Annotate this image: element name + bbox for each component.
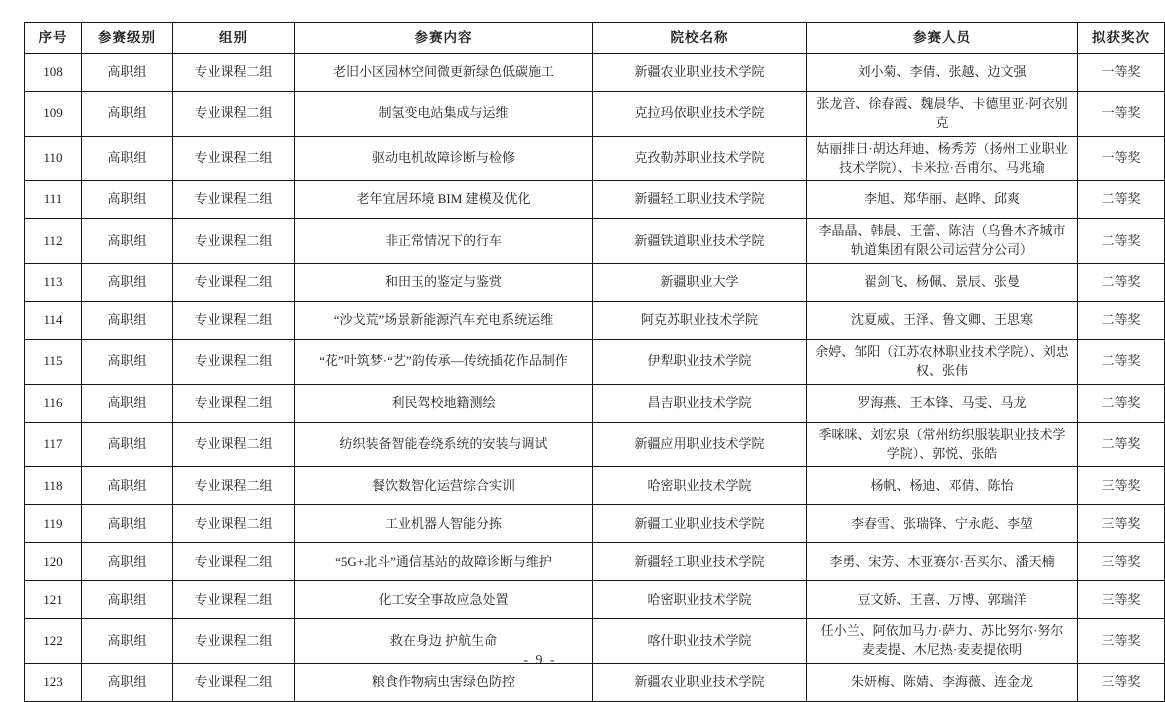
cell-no: 121 [25, 581, 82, 619]
cell-content: 化工安全事故应急处置 [295, 581, 593, 619]
cell-participants: 沈夏威、王泽、鲁文卿、王思寒 [807, 302, 1078, 340]
header-award: 拟获奖次 [1078, 23, 1165, 54]
cell-content: 和田玉的鉴定与鉴赏 [295, 264, 593, 302]
cell-content: 非正常情况下的行车 [295, 219, 593, 264]
cell-no: 112 [25, 219, 82, 264]
table-row [25, 664, 1165, 702]
cell-level: 高职组 [82, 422, 173, 467]
cell-no: 108 [25, 54, 82, 92]
cell-group: 专业课程二组 [173, 340, 295, 385]
cell-level: 高职组 [82, 543, 173, 581]
cell-participants: 朱妍梅、陈婧、李海薇、连金龙 [807, 664, 1078, 702]
cell-group: 专业课程二组 [173, 467, 295, 505]
cell-group: 专业课程二组 [173, 54, 295, 92]
cell-content: 粮食作物病虫害绿色防控 [295, 664, 593, 702]
cell-school: 新疆农业职业技术学院 [593, 664, 807, 702]
cell-participants: 罗海燕、王本锋、马雯、马龙 [807, 384, 1078, 422]
cell-no: 110 [25, 136, 82, 181]
cell-group: 专业课程二组 [173, 505, 295, 543]
table-row [25, 340, 1165, 385]
cell-award: 三等奖 [1078, 543, 1165, 581]
cell-no: 120 [25, 543, 82, 581]
cell-content: 利民驾校地籍测绘 [295, 384, 593, 422]
cell-participants: 李勇、宋芳、木亚赛尔·吾买尔、潘天楠 [807, 543, 1078, 581]
table-body [25, 54, 1165, 702]
cell-award: 一等奖 [1078, 92, 1165, 137]
header-no: 序号 [25, 23, 82, 54]
cell-level: 高职组 [82, 264, 173, 302]
cell-award: 一等奖 [1078, 136, 1165, 181]
cell-award: 一等奖 [1078, 54, 1165, 92]
cell-level: 高职组 [82, 54, 173, 92]
cell-no: 109 [25, 92, 82, 137]
table-row [25, 543, 1165, 581]
cell-level: 高职组 [82, 340, 173, 385]
cell-school: 昌吉职业技术学院 [593, 384, 807, 422]
cell-content: 老年宜居环境 BIM 建模及优化 [295, 181, 593, 219]
table-row [25, 422, 1165, 467]
table-row [25, 302, 1165, 340]
cell-award: 三等奖 [1078, 505, 1165, 543]
cell-content: 纺织装备智能卷绕系统的安装与调试 [295, 422, 593, 467]
cell-participants: 张龙音、徐春霞、魏晨华、卡德里亚·阿衣别克 [807, 92, 1078, 137]
cell-participants: 李晶晶、韩晨、王蕾、陈洁（乌鲁木齐城市轨道集团有限公司运营分公司） [807, 219, 1078, 264]
table-header [25, 23, 1165, 54]
cell-no: 116 [25, 384, 82, 422]
cell-content: “沙戈荒”场景新能源汽车充电系统运维 [295, 302, 593, 340]
cell-group: 专业课程二组 [173, 581, 295, 619]
cell-no: 114 [25, 302, 82, 340]
cell-group: 专业课程二组 [173, 543, 295, 581]
cell-participants: 翟剑飞、杨佩、景辰、张曼 [807, 264, 1078, 302]
cell-school: 新疆职业大学 [593, 264, 807, 302]
cell-participants: 刘小菊、李倩、张越、边文强 [807, 54, 1078, 92]
header-participants: 参赛人员 [807, 23, 1078, 54]
cell-level: 高职组 [82, 619, 173, 664]
cell-school: 哈密职业技术学院 [593, 581, 807, 619]
cell-participants: 豆文娇、王喜、万博、郭瑞洋 [807, 581, 1078, 619]
cell-no: 115 [25, 340, 82, 385]
table-row [25, 384, 1165, 422]
cell-award: 二等奖 [1078, 302, 1165, 340]
table-row [25, 219, 1165, 264]
cell-level: 高职组 [82, 581, 173, 619]
cell-group: 专业课程二组 [173, 422, 295, 467]
cell-award: 二等奖 [1078, 340, 1165, 385]
header-school: 院校名称 [593, 23, 807, 54]
cell-no: 113 [25, 264, 82, 302]
cell-school: 新疆农业职业技术学院 [593, 54, 807, 92]
cell-school: 新疆工业职业技术学院 [593, 505, 807, 543]
table-row [25, 264, 1165, 302]
cell-participants: 姑丽排日·胡达拜迪、杨秀芳（扬州工业职业技术学院）、卡米拉·吾甫尔、马兆瑜 [807, 136, 1078, 181]
table-header-row [25, 23, 1165, 54]
cell-level: 高职组 [82, 92, 173, 137]
cell-award: 三等奖 [1078, 581, 1165, 619]
cell-content: 救在身边 护航生命 [295, 619, 593, 664]
cell-award: 三等奖 [1078, 664, 1165, 702]
cell-level: 高职组 [82, 181, 173, 219]
cell-group: 专业课程二组 [173, 136, 295, 181]
cell-no: 117 [25, 422, 82, 467]
cell-content: 餐饮数智化运营综合实训 [295, 467, 593, 505]
cell-school: 阿克苏职业技术学院 [593, 302, 807, 340]
cell-content: 制氢变电站集成与运维 [295, 92, 593, 137]
cell-school: 喀什职业技术学院 [593, 619, 807, 664]
cell-group: 专业课程二组 [173, 219, 295, 264]
cell-participants: 余婷、邹阳（江苏农林职业技术学院）、刘忠权、张伟 [807, 340, 1078, 385]
table-row [25, 181, 1165, 219]
table-row [25, 54, 1165, 92]
cell-content: “5G+北斗”通信基站的故障诊断与维护 [295, 543, 593, 581]
cell-level: 高职组 [82, 467, 173, 505]
cell-group: 专业课程二组 [173, 92, 295, 137]
cell-school: 新疆轻工职业技术学院 [593, 181, 807, 219]
cell-school: 新疆轻工职业技术学院 [593, 543, 807, 581]
cell-school: 伊犁职业技术学院 [593, 340, 807, 385]
cell-group: 专业课程二组 [173, 181, 295, 219]
cell-participants: 任小兰、阿依加马力·萨力、苏比努尔·努尔麦麦提、木尼热·麦麦提依明 [807, 619, 1078, 664]
cell-no: 122 [25, 619, 82, 664]
cell-school: 克拉玛依职业技术学院 [593, 92, 807, 137]
cell-content: 驱动电机故障诊断与检修 [295, 136, 593, 181]
cell-award: 二等奖 [1078, 422, 1165, 467]
cell-award: 二等奖 [1078, 181, 1165, 219]
cell-award: 二等奖 [1078, 264, 1165, 302]
table-row [25, 505, 1165, 543]
table-row [25, 581, 1165, 619]
cell-group: 专业课程二组 [173, 302, 295, 340]
cell-participants: 李春雪、张瑞锋、宁永彪、李堃 [807, 505, 1078, 543]
cell-group: 专业课程二组 [173, 264, 295, 302]
cell-level: 高职组 [82, 664, 173, 702]
cell-content: “花”叶筑梦·“艺”韵传承—传统插花作品制作 [295, 340, 593, 385]
header-content: 参赛内容 [295, 23, 593, 54]
header-group: 组别 [173, 23, 295, 54]
table-row [25, 467, 1165, 505]
header-level: 参赛级别 [82, 23, 173, 54]
cell-no: 118 [25, 467, 82, 505]
cell-award: 三等奖 [1078, 467, 1165, 505]
table-row [25, 136, 1165, 181]
cell-school: 克孜勒苏职业技术学院 [593, 136, 807, 181]
cell-content: 老旧小区园林空间微更新绿色低碳施工 [295, 54, 593, 92]
cell-school: 新疆应用职业技术学院 [593, 422, 807, 467]
cell-level: 高职组 [82, 302, 173, 340]
award-results-table [24, 22, 1165, 702]
cell-award: 二等奖 [1078, 384, 1165, 422]
cell-award: 三等奖 [1078, 619, 1165, 664]
cell-participants: 季咪咪、刘宏泉（常州纺织服装职业技术学学院）、郭悦、张皓 [807, 422, 1078, 467]
cell-no: 119 [25, 505, 82, 543]
cell-no: 123 [25, 664, 82, 702]
cell-group: 专业课程二组 [173, 384, 295, 422]
cell-content: 工业机器人智能分拣 [295, 505, 593, 543]
table-row [25, 92, 1165, 137]
cell-level: 高职组 [82, 219, 173, 264]
cell-level: 高职组 [82, 505, 173, 543]
cell-award: 二等奖 [1078, 219, 1165, 264]
page-number: - 9 - [523, 653, 557, 668]
cell-group: 专业课程二组 [173, 664, 295, 702]
cell-group: 专业课程二组 [173, 619, 295, 664]
cell-participants: 李旭、郑华丽、赵晔、邱爽 [807, 181, 1078, 219]
cell-level: 高职组 [82, 136, 173, 181]
cell-school: 哈密职业技术学院 [593, 467, 807, 505]
cell-school: 新疆铁道职业技术学院 [593, 219, 807, 264]
cell-participants: 杨帆、杨迪、邓倩、陈怡 [807, 467, 1078, 505]
cell-no: 111 [25, 181, 82, 219]
cell-level: 高职组 [82, 384, 173, 422]
